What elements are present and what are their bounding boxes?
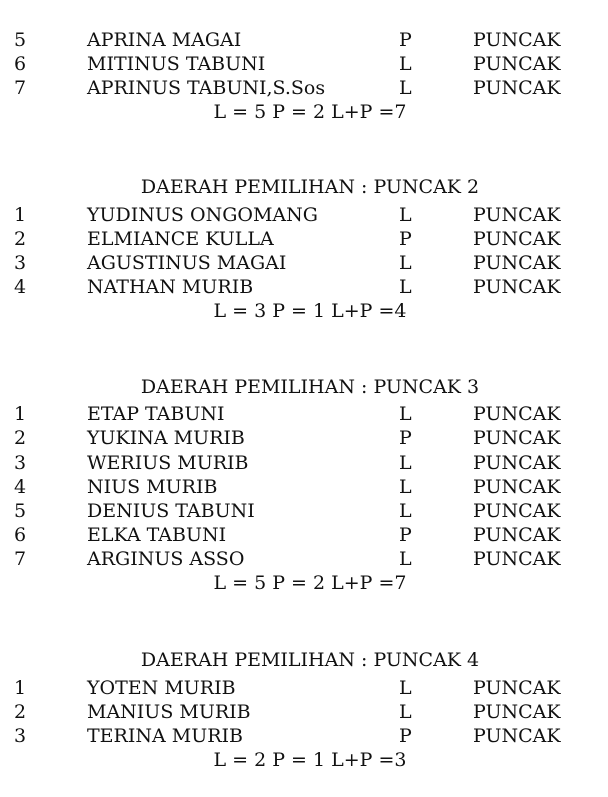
table-row <box>0 203 608 227</box>
row-number: 6 <box>14 524 27 546</box>
candidate-name: NATHAN MURIB <box>87 276 254 298</box>
row-number: 3 <box>14 252 27 274</box>
candidate-name: ARGINUS ASSO <box>87 548 245 570</box>
row-number: 2 <box>14 427 27 449</box>
candidate-gender: L <box>399 204 412 226</box>
candidate-name: MITINUS TABUNI <box>87 53 266 75</box>
candidate-gender: L <box>399 53 412 75</box>
row-number: 7 <box>14 77 27 99</box>
section-summary: L = 5 P = 2 L+P =7 <box>213 572 407 594</box>
section-heading: DAERAH PEMILIHAN : PUNCAK 2 <box>140 176 480 198</box>
candidate-name: APRINUS TABUNI,S.Sos <box>87 77 326 99</box>
row-number: 7 <box>14 548 27 570</box>
row-number: 3 <box>14 452 27 474</box>
row-number: 1 <box>14 204 27 226</box>
candidate-gender: L <box>399 701 412 723</box>
row-number: 2 <box>14 701 27 723</box>
candidate-name: ELKA TABUNI <box>87 524 227 546</box>
candidate-name: MANIUS MURIB <box>87 701 251 723</box>
candidate-area: PUNCAK <box>473 476 561 498</box>
row-number: 4 <box>14 276 27 298</box>
table-row <box>0 724 608 748</box>
candidate-gender: L <box>399 500 412 522</box>
section-summary: L = 5 P = 2 L+P =7 <box>213 101 407 123</box>
candidate-area: PUNCAK <box>473 500 561 522</box>
candidate-area: PUNCAK <box>473 452 561 474</box>
candidate-gender: P <box>399 725 412 747</box>
candidate-area: PUNCAK <box>473 701 561 723</box>
candidate-name: NIUS MURIB <box>87 476 218 498</box>
candidate-area: PUNCAK <box>473 725 561 747</box>
candidate-area: PUNCAK <box>473 524 561 546</box>
candidate-gender: L <box>399 252 412 274</box>
table-row <box>0 251 608 275</box>
row-number: 6 <box>14 53 27 75</box>
candidate-name: ELMIANCE KULLA <box>87 228 274 250</box>
row-number: 1 <box>14 403 27 425</box>
candidate-gender: L <box>399 677 412 699</box>
candidate-area: PUNCAK <box>473 77 561 99</box>
table-row <box>0 499 608 523</box>
row-number: 3 <box>14 725 27 747</box>
candidate-gender: L <box>399 476 412 498</box>
table-row <box>0 523 608 547</box>
candidate-gender: L <box>399 276 412 298</box>
candidate-name: WERIUS MURIB <box>87 452 249 474</box>
candidate-gender: L <box>399 452 412 474</box>
table-row <box>0 227 608 251</box>
candidate-gender: L <box>399 77 412 99</box>
candidate-area: PUNCAK <box>473 53 561 75</box>
candidate-area: PUNCAK <box>473 276 561 298</box>
candidate-name: DENIUS TABUNI <box>87 500 255 522</box>
candidate-name: YOTEN MURIB <box>87 677 236 699</box>
candidate-area: PUNCAK <box>473 677 561 699</box>
candidate-gender: L <box>399 548 412 570</box>
row-number: 5 <box>14 29 27 51</box>
candidate-name: YUKINA MURIB <box>87 427 245 449</box>
section-summary: L = 2 P = 1 L+P =3 <box>213 749 407 771</box>
candidate-area: PUNCAK <box>473 29 561 51</box>
candidate-name: TERINA MURIB <box>87 725 243 747</box>
table-row <box>0 451 608 475</box>
candidate-area: PUNCAK <box>473 228 561 250</box>
table-row <box>0 676 608 700</box>
table-row <box>0 402 608 426</box>
candidate-gender: P <box>399 427 412 449</box>
section-summary: L = 3 P = 1 L+P =4 <box>213 300 407 322</box>
candidate-area: PUNCAK <box>473 548 561 570</box>
candidate-gender: P <box>399 228 412 250</box>
candidate-gender: L <box>399 403 412 425</box>
table-row <box>0 275 608 299</box>
table-row <box>0 76 608 100</box>
candidate-area: PUNCAK <box>473 204 561 226</box>
table-row <box>0 547 608 571</box>
candidate-gender: P <box>399 29 412 51</box>
table-row <box>0 475 608 499</box>
candidate-area: PUNCAK <box>473 403 561 425</box>
row-number: 5 <box>14 500 27 522</box>
candidate-area: PUNCAK <box>473 427 561 449</box>
table-row <box>0 426 608 450</box>
row-number: 1 <box>14 677 27 699</box>
candidate-name: YUDINUS ONGOMANG <box>87 204 318 226</box>
candidate-gender: P <box>399 524 412 546</box>
candidate-name: APRINA MAGAI <box>87 29 242 51</box>
table-row <box>0 52 608 76</box>
candidate-name: AGUSTINUS MAGAI <box>87 252 287 274</box>
candidate-name: ETAP TABUNI <box>87 403 225 425</box>
table-row <box>0 700 608 724</box>
section-heading: DAERAH PEMILIHAN : PUNCAK 4 <box>140 649 480 671</box>
section-heading: DAERAH PEMILIHAN : PUNCAK 3 <box>140 376 480 398</box>
table-row <box>0 28 608 52</box>
row-number: 4 <box>14 476 27 498</box>
row-number: 2 <box>14 228 27 250</box>
candidate-area: PUNCAK <box>473 252 561 274</box>
